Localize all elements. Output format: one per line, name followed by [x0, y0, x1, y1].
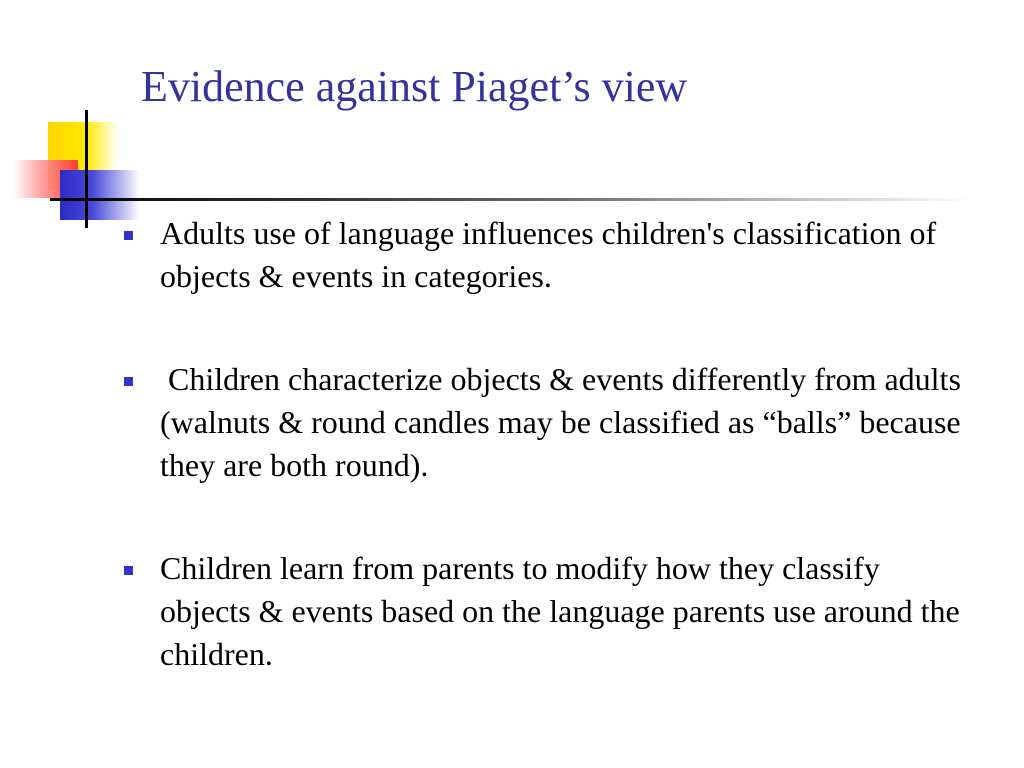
square-bullet-icon	[124, 566, 133, 575]
title-underline-rule	[50, 198, 970, 201]
yellow-square-decoration	[48, 122, 118, 190]
decorative-header-graphic	[0, 0, 1024, 240]
bullet-item	[124, 212, 974, 298]
square-bullet-icon	[124, 231, 133, 240]
red-square-decoration	[14, 160, 78, 198]
bullet-text: Adults use of language influences children's classification of objects & events in categories.	[160, 215, 945, 294]
bullet-text: Children learn from parents to modify how they classify objects & events based on the language parents use around the children.	[160, 550, 968, 672]
bullet-list	[124, 212, 974, 676]
square-bullet-icon	[124, 377, 133, 386]
vertical-rule	[85, 110, 88, 228]
bullet-item	[124, 358, 974, 487]
bullet-item	[124, 547, 974, 676]
bullet-text: Children characterize objects & events differently from adults (walnuts & round candles may be classified as “balls” because they are both round).	[160, 361, 969, 483]
slide-title: Evidence against Piaget’s view	[141, 62, 688, 111]
